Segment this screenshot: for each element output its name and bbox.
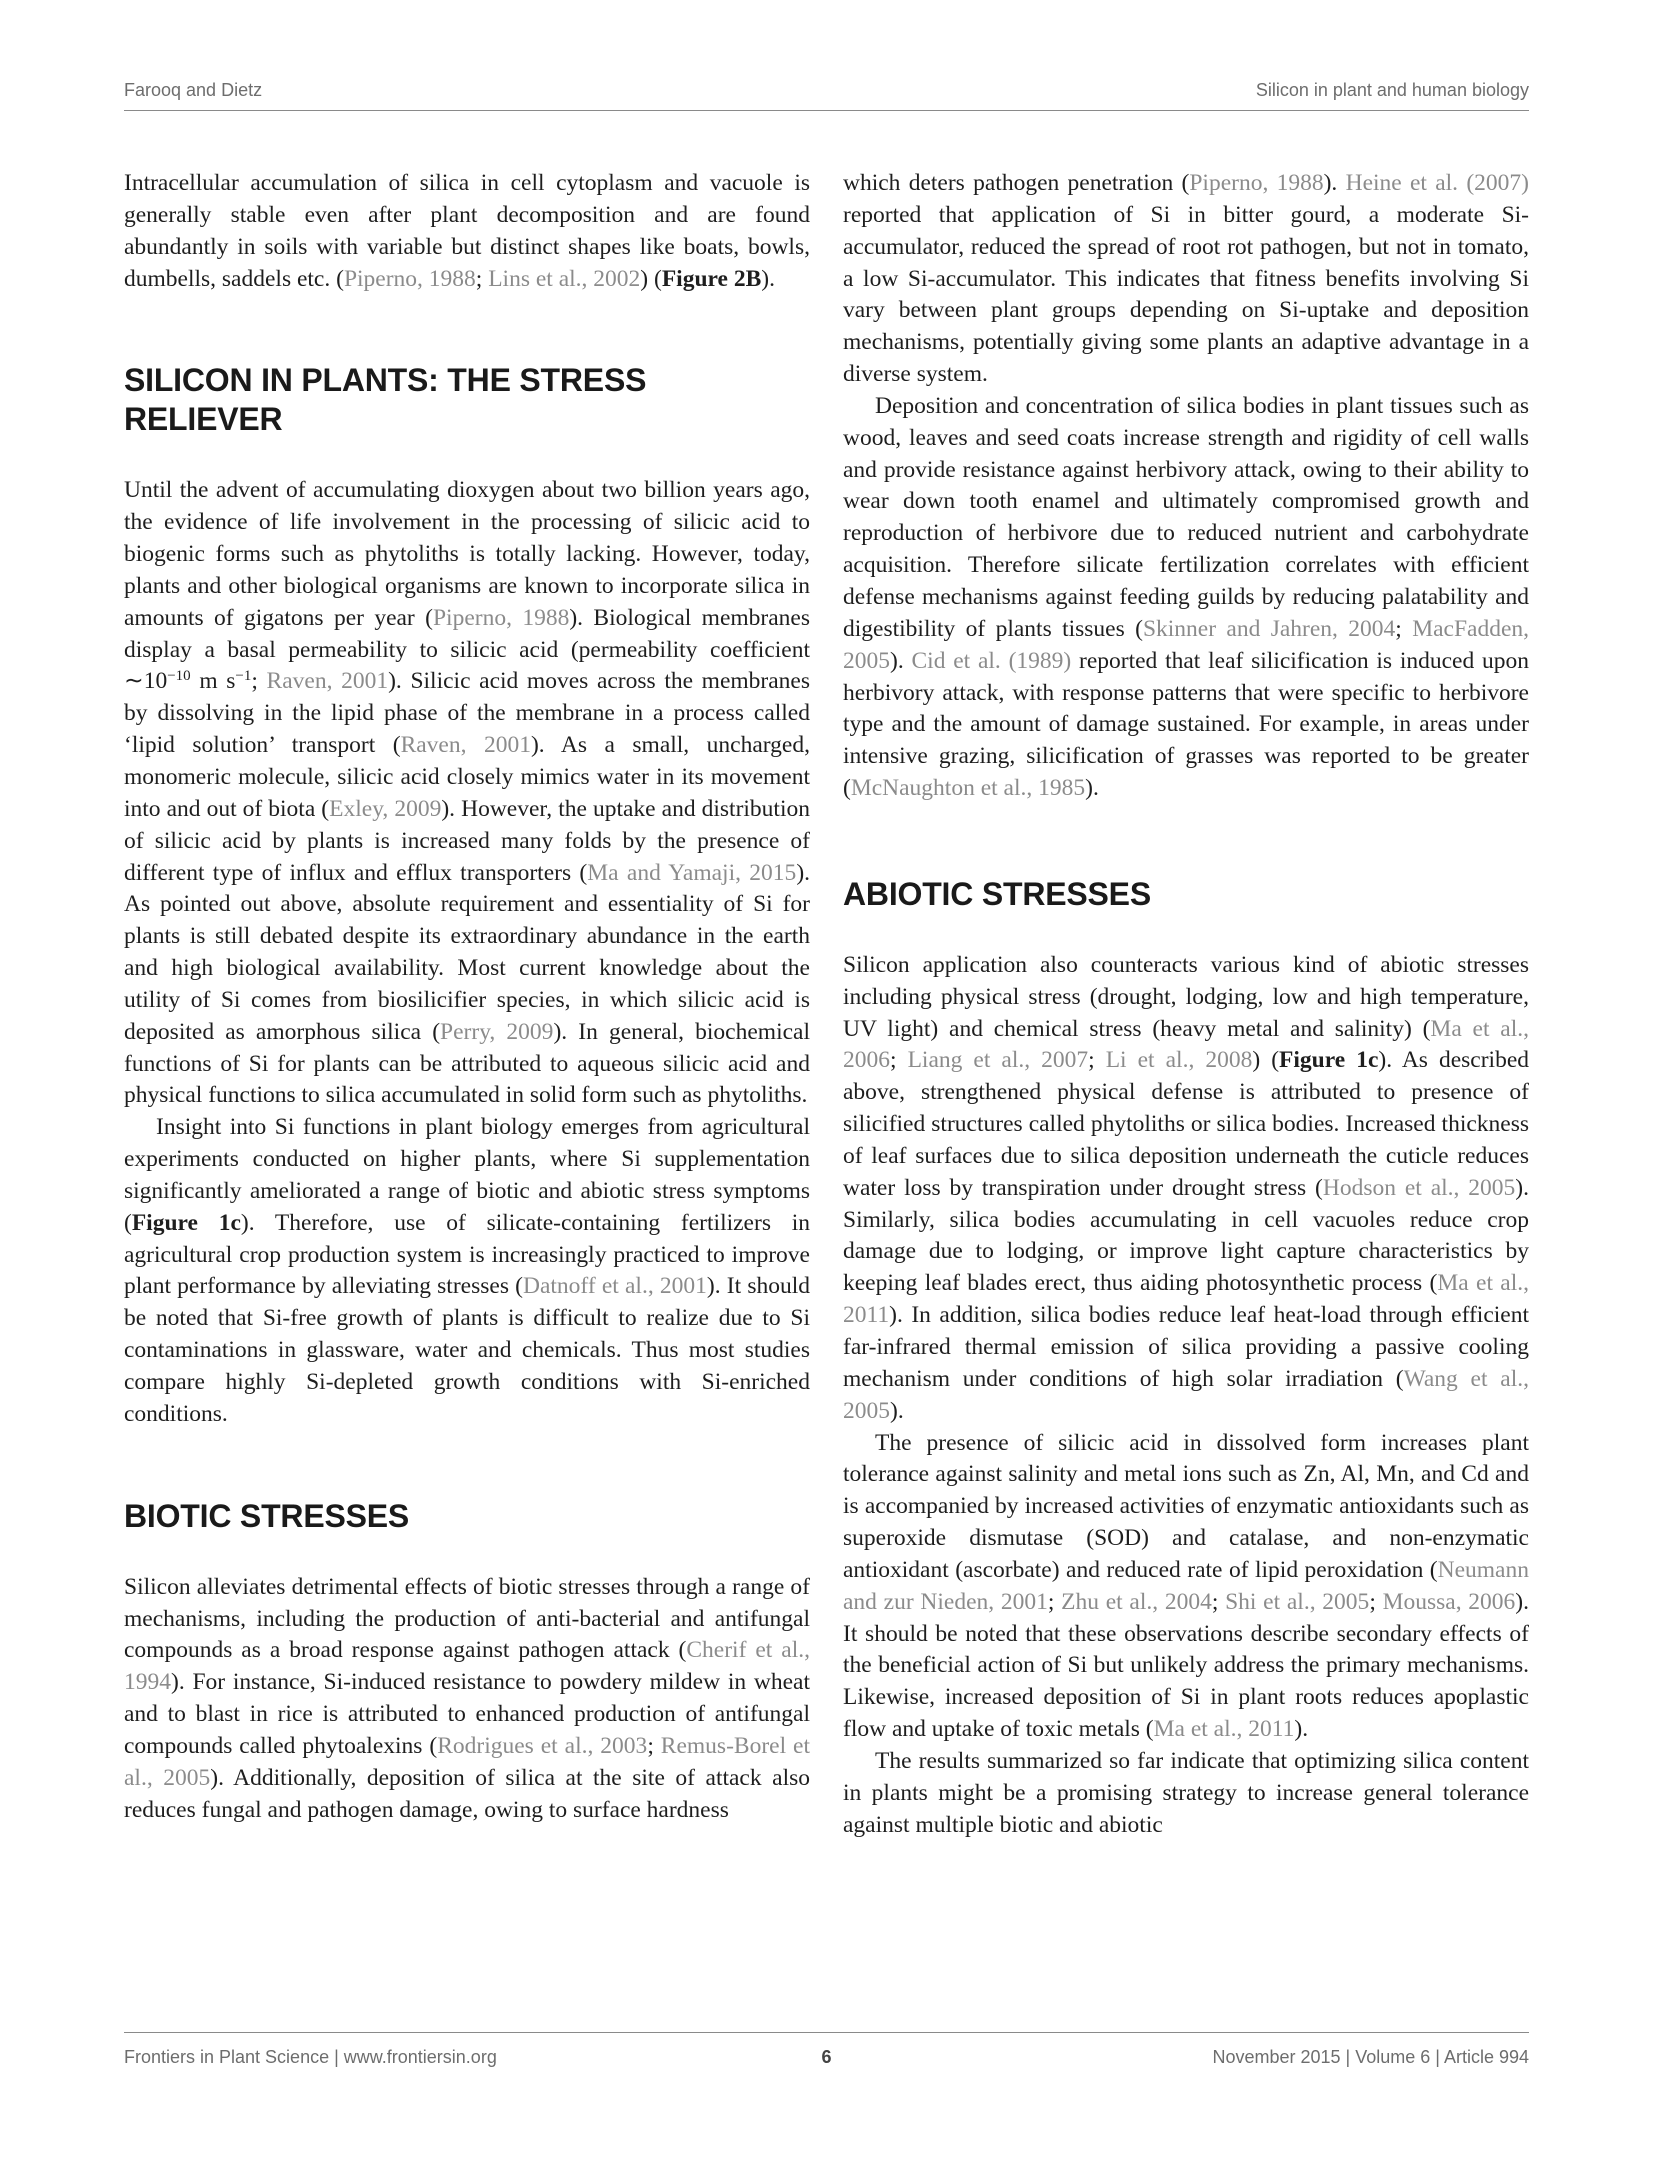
intro-paragraph: Intracellular accumulation of silica in cell cytoplasm and vacuole is generally stable even after plant decomposition and are found abundantly in soils with variable but distinct shapes like boats, bowls, dumbells, saddels etc. (Piperno, 1988; Lins et al., 2002) (Figure 2B). [124, 170, 810, 292]
citation-link[interactable]: Raven, 2001 [266, 668, 389, 695]
abiotic-paragraph-1: Silicon application also counteracts various kind of abiotic stresses including physical stress (drought, lodging, low and high temperature, UV light) and chemical stress (heavy metal and salinity) (Ma et al., 2006; Liang et al., 2007; Li et al., 2008) (Figure 1c). As described above, strengthened physical defense is attributed to presence of silicified structures called phytoliths or silica bodies. Increased thickness of leaf surfaces due to silica deposition underneath the cuticle reduces water loss by transpiration under drought stress (Hodson et al., 2005). Similarly, silica bodies accumulating in cell vacuoles reduce crop damage due to lodging, or improve light capture characteristics by keeping leaf blades erect, thus aiding photosynthetic process (Ma et al., 2011). In addition, silica bodies reduce leaf heat-load through efficient far-infrared thermal emission of silica providing a passive cooling mechanism under conditions of high solar irradiation (Wang et al., 2005). [843, 951, 1529, 1424]
citation-link[interactable]: Ma and Yamaji, 2015 [587, 859, 797, 886]
running-header [124, 70, 1529, 111]
section-heading-biotic-stresses: BIOTIC STRESSES [124, 1497, 410, 1534]
section-heading-stress-reliever: SILICON IN PLANTS: THE STRESS RELIEVER [124, 362, 647, 438]
header-short-title: Silicon in plant and human biology [1255, 80, 1529, 100]
citation-link[interactable]: Ma et al., 2006 [843, 1015, 1529, 1074]
citation-link[interactable]: Piperno, 1988 [1189, 170, 1324, 196]
citation-link[interactable]: Ma et al., 2011 [1153, 1716, 1295, 1743]
citation-link[interactable]: Hodson et al., 2005 [1322, 1174, 1516, 1201]
section-heading-abiotic-stresses: ABIOTIC STRESSES [843, 875, 1151, 912]
abiotic-paragraph-3: The results summarized so far indicate that optimizing silica content in plants might be a promising strategy to increase general tolerance against multiple biotic and abiotic [843, 1747, 1529, 1838]
citation-link[interactable]: McNaughton et al., 1985 [850, 775, 1086, 802]
citation-link[interactable]: Li et al., 2008 [1105, 1047, 1253, 1074]
biotic-paragraph: Silicon alleviates detrimental effects of biotic stresses through a range of mechanisms, including the production of anti-bacterial and antifungal compounds as a broad response against pathogen attack (Cherif et al., 1994). For instance, Si-induced resistance to powdery mildew in wheat and to blast in rice is attributed to enhanced production of antifungal compounds called phytoalexins (Rodrigues et al., 2003; Remus-Borel et al., 2005). Additionally, deposition of silica at the site of attack also reduces fungal and pathogen damage, owing to surface hardness [124, 1573, 810, 1823]
citation-link[interactable]: Datnoff et al., 2001 [522, 1273, 707, 1300]
figure-link[interactable]: Figure 2B [661, 265, 762, 292]
citation-link[interactable]: Perry, 2009 [440, 1018, 554, 1045]
citation-link[interactable]: Heine et al. (2007) [1345, 170, 1529, 196]
citation-link[interactable]: Lins et al., 2002 [488, 265, 641, 292]
citation-link[interactable]: Rodrigues et al., 2003 [437, 1732, 648, 1759]
footer-journal: Frontiers in Plant Science | www.frontiersin.org [124, 2047, 497, 2067]
deposition-paragraph: Deposition and concentration of silica bodies in plant tissues such as wood, leaves and seed coats increase strength and rigidity of cell walls and provide resistance against herbivory attack, owing to their ability to wear down tooth enamel and ultimately compromised growth and reproduction of herbivore due to reduced nutrient and carbohydrate acquisition. Therefore silicate fertilization correlates with efficient defense mechanisms against feeding guilds by reducing palatability and digestibility of plants tissues (Skinner and Jahren, 2004; MacFadden, 2005). Cid et al. (1989) reported that leaf silicification is induced upon herbivory attack, with response patterns that were specific to herbivore type and the amount of damage sustained. For example, in areas under intensive grazing, silicification of grasses was reported to be greater (McNaughton et al., 1985). [843, 392, 1529, 802]
citation-link[interactable]: Wang et al., 2005 [843, 1365, 1529, 1424]
citation-link[interactable]: Piperno, 1988 [432, 604, 570, 631]
citation-link[interactable]: Neumann and zur Nieden, 2001 [843, 1556, 1529, 1615]
left-column [124, 168, 810, 1968]
citation-link[interactable]: Raven, 2001 [400, 732, 531, 759]
page-number: 6 [821, 2047, 832, 2067]
abiotic-paragraph-2: The presence of silicic acid in dissolved form increases plant tolerance against salinity and metal ions such as Zn, Al, Mn, and Cd and is accompanied by increased activities of enzymatic antioxidants such as superoxide dismutase (SOD) and catalase, and non-enzymatic antioxidant (ascorbate) and reduced rate of lipid peroxidation (Neumann and zur Nieden, 2001; Zhu et al., 2004; Shi et al., 2005; Moussa, 2006). It should be noted that these observations describe secondary effects of the beneficial action of Si but unlikely address the primary mechanisms. Likewise, increased deposition of Si in plant roots reduces apoplastic flow and uptake of toxic metals (Ma et al., 2011). [843, 1429, 1529, 1743]
stress-paragraph-1: Until the advent of accumulating dioxygen about two billion years ago, the evidence of life involvement in the processing of silicic acid to biogenic forms such as phytoliths is totally lacking. However, today, plants and other biological organisms are known to incorporate silica in amounts of gigatons per year (Piperno, 1988). Biological membranes display a basal permeability to silicic acid (permeability coefficient $\sim 10^{-10}$ m $s^{-1}$; Raven, 2001). Silicic acid moves across the membranes by dissolving in the lipid phase of the membrane in a process called ‘lipid solution’ transport (Raven, 2001). As a small, uncharged, monomeric molecule, silicic acid closely mimics water in its movement into and out of biota (Exley, 2009). However, the uptake and distribution of silicic acid by plants is increased many folds by the presence of different type of influx and efflux transporters (Ma and Yamaji, 2015). As pointed out above, absolute requirement and essentiality of Si for plants is still debated despite its extraordinary abundance in the earth and high biological availability. Most current knowledge about the utility of Si comes from biosilicifier species, in which silicic acid is deposited as amorphous silica (Perry, 2009). In general, biochemical functions of Si for plants can be attributed to aqueous silicic acid and physical functions to silica accumulated in solid form such as phytoliths. [124, 477, 810, 1109]
citation-link[interactable]: Ma et al., 2011 [843, 1270, 1529, 1329]
citation-link[interactable]: Moussa, 2006 [1382, 1588, 1516, 1615]
running-footer [124, 2032, 1529, 2073]
stress-paragraph-2: Insight into Si functions in plant biology emerges from agricultural experiments conducted on higher plants, where Si supplementation significantly ameliorated a range of biotic and abiotic stress symptoms (Figure 1c). Therefore, use of silicate-containing fertilizers in agricultural crop production system is increasingly practiced to improve plant performance by alleviating stresses (Datnoff et al., 2001). It should be noted that Si-free growth of plants is difficult to realize due to Si contaminations in glassware, water and chemicals. Thus most studies compare highly Si-depleted growth conditions with Si-enriched conditions. [124, 1114, 810, 1427]
citation-link[interactable]: Cherif et al., 1994 [124, 1637, 810, 1696]
citation-link[interactable]: Remus-Borel et al., 2005 [124, 1732, 810, 1791]
citation-link[interactable]: MacFadden, 2005 [843, 615, 1529, 674]
citation-link[interactable]: Shi et al., 2005 [1225, 1588, 1370, 1615]
citation-link[interactable]: Cid et al. (1989) [911, 647, 1072, 674]
citation-link[interactable]: Liang et al., 2007 [907, 1047, 1089, 1074]
citation-link[interactable]: Zhu et al., 2004 [1061, 1588, 1212, 1615]
right-column [843, 168, 1529, 1968]
figure-link[interactable]: Figure 1c [131, 1209, 241, 1236]
citation-link[interactable]: Skinner and Jahren, 2004 [1142, 615, 1396, 642]
header-authors: Farooq and Dietz [124, 80, 263, 100]
footer-issue: November 2015 | Volume 6 | Article 994 [1212, 2047, 1529, 2067]
biotic-continued-paragraph: which deters pathogen penetration (Piperno, 1988). Heine et al. (2007) reported that application of Si in bitter gourd, a moderate Si-accumulator, reduced the spread of root rot pathogen, but not in tomato, a low Si-accumulator. This indicates that fitness benefits involving Si vary between plant groups depending on Si-uptake and deposition mechanisms, potentially giving some plants an adaptive advantage in a diverse system. [843, 170, 1529, 388]
citation-link[interactable]: Exley, 2009 [329, 795, 442, 822]
citation-link[interactable]: Piperno, 1988 [343, 265, 476, 292]
figure-link[interactable]: Figure 1c [1279, 1047, 1379, 1074]
